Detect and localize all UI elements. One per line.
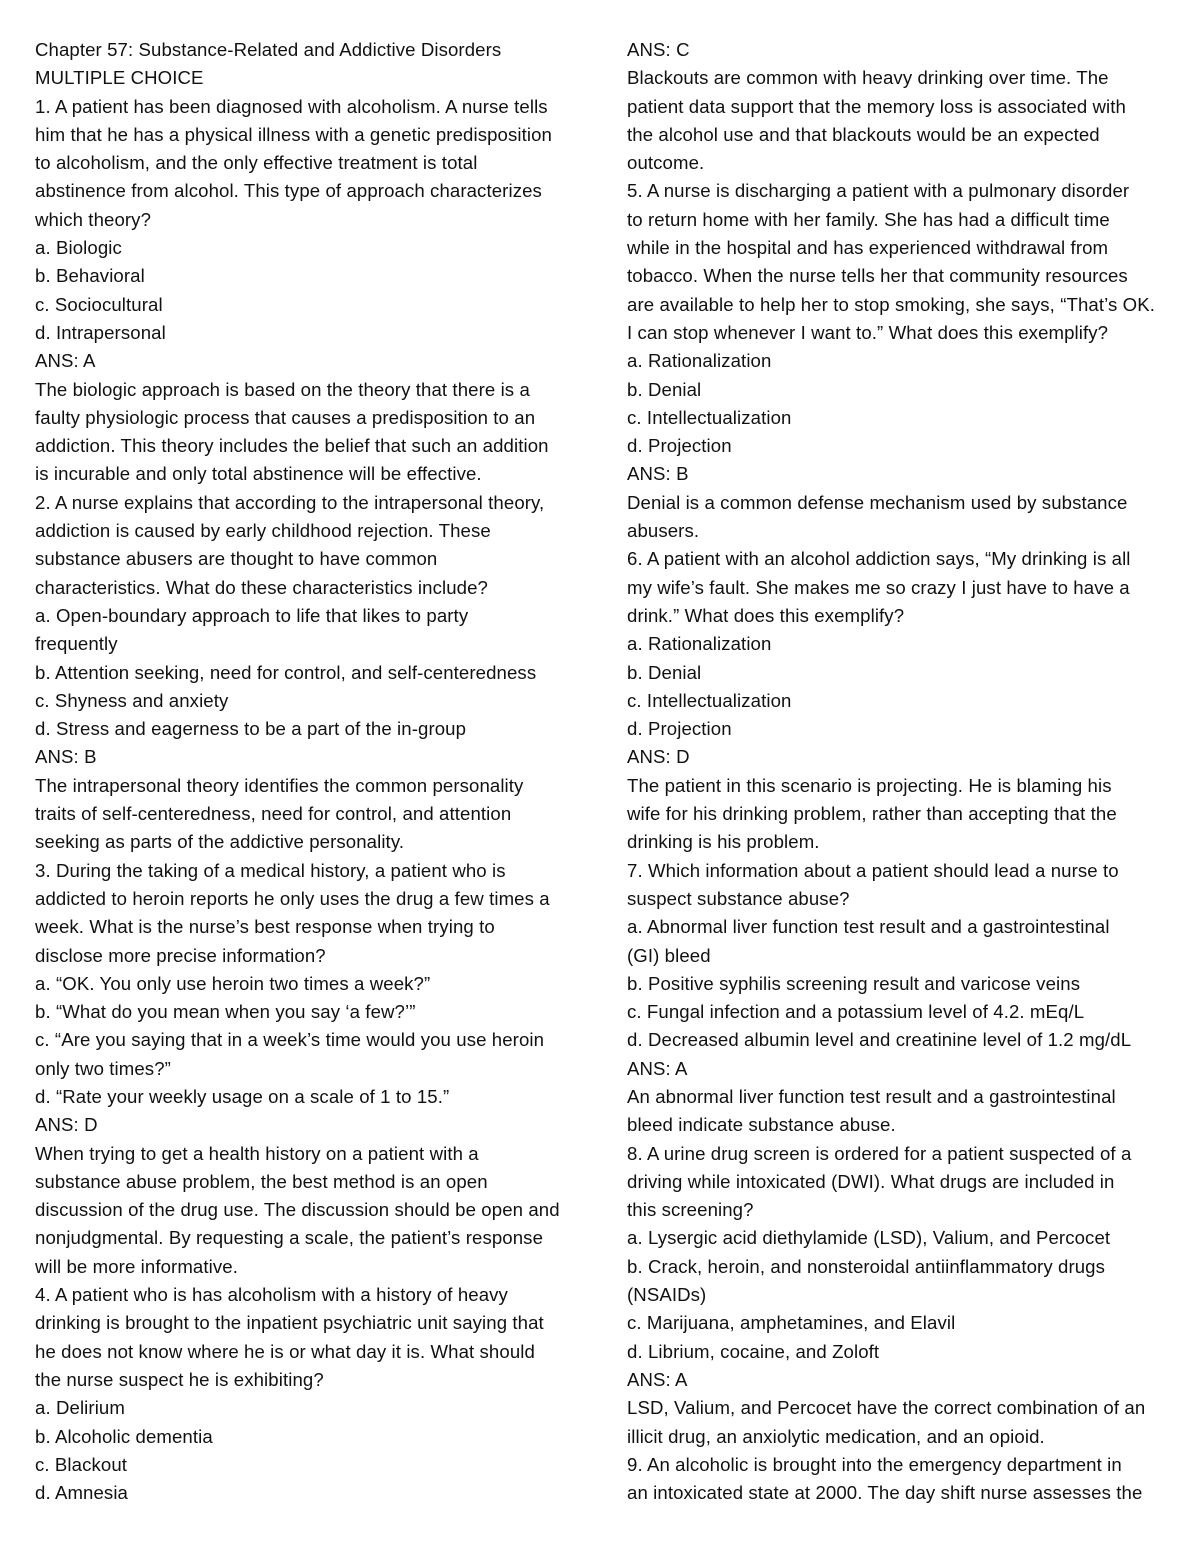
text-line: ANS: A [627, 1057, 688, 1079]
text-line: 5. A nurse is discharging a patient with a pulmonary disorder [627, 180, 1130, 202]
text-line: a. Rationalization [627, 633, 772, 655]
text-line: abstinence from alcohol. This type of approach characterizes [35, 180, 542, 202]
text-line: b. Denial [627, 378, 702, 400]
text-line: c. Marijuana, amphetamines, and Elavil [627, 1312, 956, 1334]
text-line: a. Abnormal liver function test result and a gastrointestinal [627, 916, 1110, 938]
text-line: ANS: D [627, 746, 690, 768]
text-line: 8. A urine drug screen is ordered for a patient suspected of a [627, 1142, 1132, 1164]
text-line: b. Positive syphilis screening result and varicose veins [627, 972, 1081, 994]
text-line: him that he has a physical illness with a genetic predisposition [35, 123, 552, 145]
text-line: d. “Rate your weekly usage on a scale of 1 to 15.” [35, 1085, 450, 1107]
text-line: c. Intellectualization [627, 406, 792, 428]
text-line: c. Intellectualization [627, 689, 792, 711]
text-line: drink.” What does this exemplify? [627, 604, 905, 626]
text-line: which theory? [35, 208, 152, 230]
text-line: this screening? [627, 1199, 754, 1221]
text-line: nonjudgmental. By requesting a scale, the patient’s response [35, 1227, 544, 1249]
text-line: c. “Are you saying that in a week’s time would you use heroin [35, 1029, 545, 1051]
text-line: 6. A patient with an alcohol addiction says, “My drinking is all [627, 548, 1131, 570]
text-line: characteristics. What do these characteristics include? [35, 576, 488, 598]
text-line: 1. A patient has been diagnosed with alcoholism. A nurse tells [35, 95, 548, 117]
text-line: LSD, Valium, and Percocet have the correct combination of an [627, 1397, 1146, 1419]
text-line: a. Lysergic acid diethylamide (LSD), Valium, and Percocet [627, 1227, 1111, 1249]
text-line: d. Decreased albumin level and creatinine level of 1.2 mg/dL [627, 1029, 1132, 1051]
text-line: d. Amnesia [35, 1482, 128, 1504]
text-line: patient data support that the memory loss is associated with [627, 95, 1126, 117]
text-line: d. Intrapersonal [35, 321, 166, 343]
text-line: d. Projection [627, 435, 732, 457]
text-line: 2. A nurse explains that according to the intrapersonal theory, [35, 491, 545, 513]
text-line: 7. Which information about a patient should lead a nurse to [627, 859, 1119, 881]
text-line: bleed indicate substance abuse. [627, 1114, 896, 1136]
text-line: addiction is caused by early childhood rejection. These [35, 520, 491, 542]
text-line: substance abusers are thought to have common [35, 548, 438, 570]
text-line: drinking is brought to the inpatient psychiatric unit saying that [35, 1312, 544, 1334]
text-line: c. Sociocultural [35, 293, 163, 315]
text-line: will be more informative. [35, 1255, 238, 1277]
text-line: 3. During the taking of a medical history, a patient who is [35, 859, 506, 881]
text-line: d. Stress and eagerness to be a part of the in-group [35, 718, 467, 740]
text-line: substance abuse problem, the best method is an open [35, 1170, 488, 1192]
text-line: the nurse suspect he is exhibiting? [35, 1368, 324, 1390]
text-line: drinking is his problem. [627, 831, 820, 853]
text-line: Chapter 57: Substance-Related and Addictive Disorders [35, 39, 502, 60]
text-line: week. What is the nurse’s best response when trying to [35, 916, 495, 938]
text-line: ANS: D [35, 1114, 98, 1136]
text-line: b. Attention seeking, need for control, and self-centeredness [35, 661, 537, 683]
text-line: seeking as parts of the addictive personality. [35, 831, 405, 853]
text-line: the alcohol use and that blackouts would be an expected [627, 123, 1100, 145]
text-line: Denial is a common defense mechanism used by substance [627, 491, 1128, 513]
text-line: Blackouts are common with heavy drinking over time. The [627, 67, 1109, 89]
text-line: frequently [35, 633, 118, 655]
text-line: while in the hospital and has experienced withdrawal from [627, 237, 1109, 259]
text-line: c. Shyness and anxiety [35, 689, 229, 711]
text-line: ANS: A [627, 1368, 688, 1390]
text-line: wife for his drinking problem, rather than accepting that the [627, 803, 1117, 825]
text-line: my wife’s fault. She makes me so crazy I just have to have a [627, 576, 1130, 598]
text-line: disclose more precise information? [35, 944, 326, 966]
text-line: d. Librium, cocaine, and Zoloft [627, 1340, 880, 1362]
text-line: discussion of the drug use. The discussion should be open and [35, 1199, 560, 1221]
text-line: is incurable and only total abstinence will be effective. [35, 463, 482, 485]
text-line: ANS: B [35, 746, 97, 768]
text-line: addicted to heroin reports he only uses the drug a few times a [35, 887, 550, 909]
text-line: c. Fungal infection and a potassium level of 4.2. mEq/L [627, 1001, 1085, 1023]
text-line: ANS: B [627, 463, 689, 485]
text-line: The intrapersonal theory identifies the common personality [35, 774, 524, 796]
text-line: The biologic approach is based on the theory that there is a [35, 378, 530, 400]
text-line: are available to help her to stop smoking, she says, “That’s OK. [627, 293, 1155, 315]
text-line: a. “OK. You only use heroin two times a week?” [35, 972, 431, 994]
text-line: 9. An alcoholic is brought into the emergency department in [627, 1453, 1122, 1475]
left-column [35, 36, 590, 1507]
text-line: ANS: C [627, 39, 690, 60]
text-line: traits of self-centeredness, need for control, and attention [35, 803, 512, 825]
text-line: outcome. [627, 152, 705, 174]
text-line: to alcoholism, and the only effective treatment is total [35, 152, 478, 174]
text-line: 4. A patient who is has alcoholism with a history of heavy [35, 1284, 508, 1306]
text-line: illicit drug, an anxiolytic medication, and an opioid. [627, 1425, 1045, 1447]
text-line: (GI) bleed [627, 944, 711, 966]
text-line: tobacco. When the nurse tells her that community resources [627, 265, 1128, 287]
text-line: b. Alcoholic dementia [35, 1425, 213, 1447]
text-line: The patient in this scenario is projecting. He is blaming his [627, 774, 1112, 796]
text-line: abusers. [627, 520, 700, 542]
text-line: a. Delirium [35, 1397, 125, 1419]
text-line: b. Denial [627, 661, 702, 683]
text-line: d. Projection [627, 718, 732, 740]
text-line: to return home with her family. She has had a difficult time [627, 208, 1110, 230]
text-line: faulty physiologic process that causes a predisposition to an [35, 406, 536, 428]
text-line: driving while intoxicated (DWI). What drugs are included in [627, 1170, 1115, 1192]
text-line: b. Crack, heroin, and nonsteroidal antiinflammatory drugs [627, 1255, 1106, 1277]
text-line: b. Behavioral [35, 265, 145, 287]
text-line: An abnormal liver function test result and a gastrointestinal [627, 1085, 1116, 1107]
text-line: ANS: A [35, 350, 96, 372]
text-line: addiction. This theory includes the belief that such an addition [35, 435, 549, 457]
text-line: When trying to get a health history on a patient with a [35, 1142, 479, 1164]
text-line: (NSAIDs) [627, 1284, 707, 1306]
text-line: a. Biologic [35, 237, 122, 259]
text-line: b. “What do you mean when you say ‘a few?’” [35, 1001, 416, 1023]
text-line: only two times?” [35, 1057, 171, 1079]
text-line: a. Rationalization [627, 350, 772, 372]
text-line: suspect substance abuse? [627, 887, 850, 909]
text-line: an intoxicated state at 2000. The day shift nurse assesses the [627, 1482, 1143, 1504]
text-line: a. Open-boundary approach to life that likes to party [35, 604, 469, 626]
right-column [627, 36, 1182, 1507]
text-line: MULTIPLE CHOICE [35, 67, 204, 89]
text-line: he does not know where he is or what day it is. What should [35, 1340, 535, 1362]
text-line: c. Blackout [35, 1453, 128, 1475]
text-line: I can stop whenever I want to.” What does this exemplify? [627, 321, 1109, 343]
